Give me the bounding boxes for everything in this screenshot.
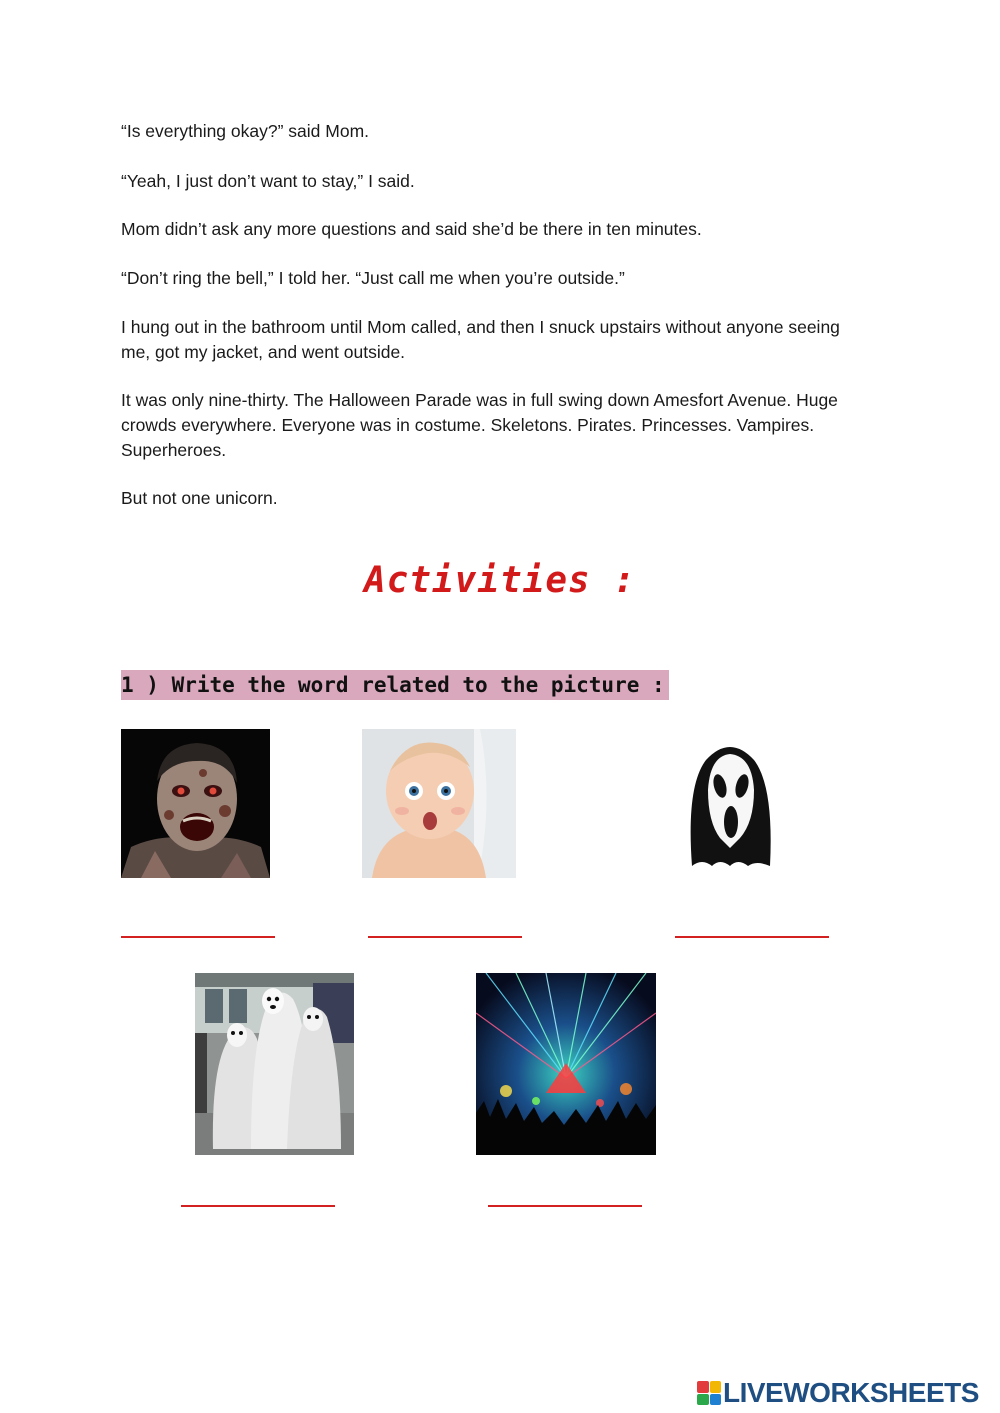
story-paragraph-1: “Is everything okay?” said Mom. [121,121,370,141]
story-paragraph-5: I hung out in the bathroom until Mom called, and then I snuck upstairs without anyone seeing me, got my jacket, and went outside. [121,317,840,362]
ghosts-picture [195,973,354,1155]
liveworksheets-logo [697,1378,979,1408]
scream-mask-picture [656,726,803,882]
logo-square-1 [697,1381,709,1393]
story-paragraph-7: But not one unicorn. [121,488,278,508]
story-paragraph-4: “Don’t ring the bell,” I told her. “Just call me when you’re outside.” [121,268,625,288]
exercise-1-instruction: 1 ) Write the word related to the picture : [121,670,669,700]
party-lights-picture [476,973,656,1155]
liveworksheets-logo-icon [697,1381,721,1405]
answer-line-1[interactable] [121,936,275,938]
surprised-baby-picture [362,729,516,878]
answer-line-2[interactable] [368,936,522,938]
liveworksheets-logo-text: LIVEWORKSHEETS [723,1377,979,1408]
activities-title: Activities : [363,560,637,601]
zombie-picture [121,729,270,878]
answer-line-3[interactable] [675,936,829,938]
story-paragraph-3: Mom didn’t ask any more questions and said she’d be there in ten minutes. [121,219,702,239]
logo-square-3 [697,1394,709,1406]
story-paragraph-6: It was only nine-thirty. The Halloween Parade was in full swing down Amesfort Avenue. Huge crowds everywhere. Everyone was in costume. Skeletons. Pirates. Princesses. Vampires. Superheroes. [121,390,838,460]
logo-square-2 [710,1381,722,1393]
answer-line-4[interactable] [181,1205,335,1207]
answer-line-5[interactable] [488,1205,642,1207]
story-paragraph-2: “Yeah, I just don’t want to stay,” I said. [121,171,415,191]
logo-square-4 [710,1394,722,1406]
